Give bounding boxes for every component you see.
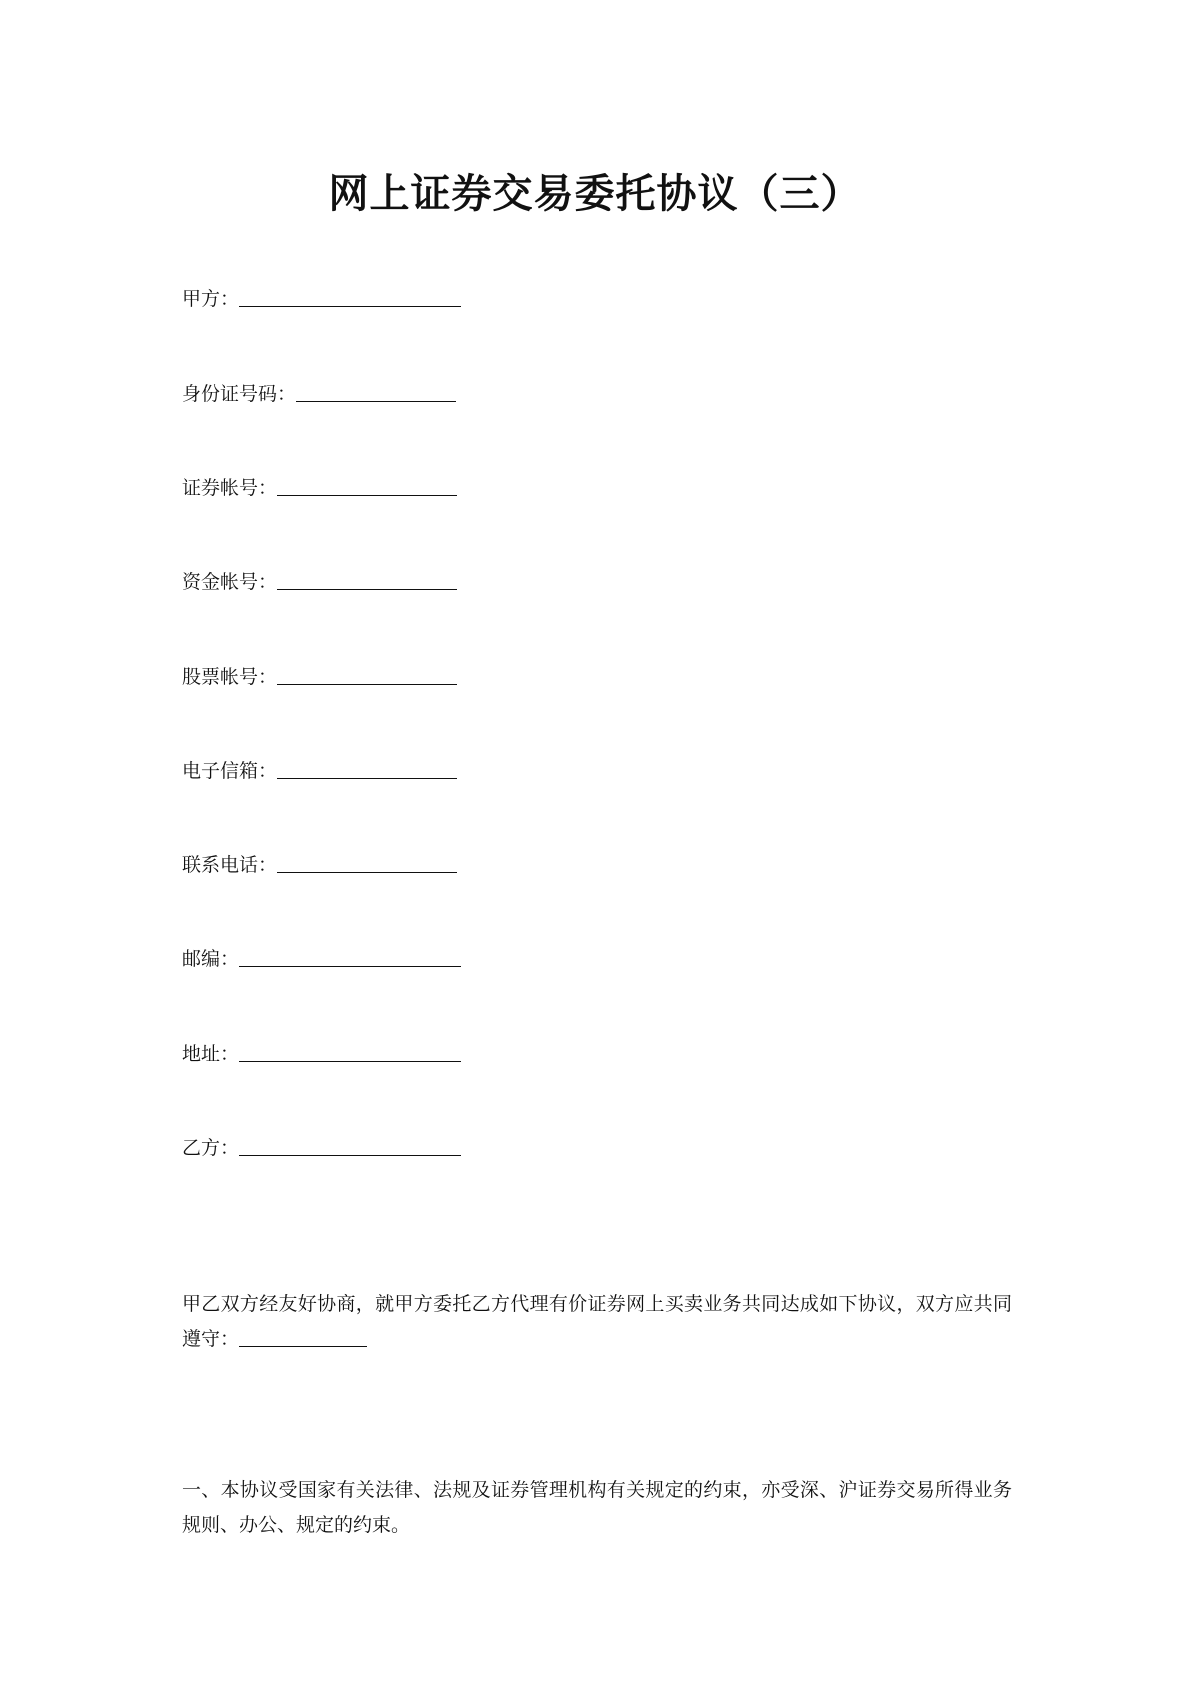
document-title: 网上证券交易委托协议（三）: [328, 170, 862, 217]
field-phone: [182, 852, 457, 878]
field-label: 证券帐号：: [182, 477, 278, 499]
field-securities-account: [182, 475, 457, 501]
field-stock-account: [182, 664, 457, 690]
intro-text: 甲乙双方经友好协商，就甲方委托乙方代理有价证券网上买卖业务共同达成如下协议，双方应共同遵守：: [182, 1293, 1012, 1350]
fill-in-line: [239, 305, 461, 307]
fill-in-line: [239, 1060, 461, 1062]
fill-in-line: [239, 1345, 367, 1347]
field-email: [182, 758, 457, 784]
field-postcode: [182, 946, 461, 972]
field-label: 电子信箱：: [182, 760, 278, 782]
field-label: 地址：: [182, 1043, 240, 1065]
fill-in-line: [277, 871, 457, 873]
field-label: 资金帐号：: [182, 571, 278, 593]
fill-in-line: [277, 494, 457, 496]
fill-in-line: [277, 683, 457, 685]
fill-in-line: [296, 400, 456, 402]
field-id-number: [182, 381, 456, 407]
field-label: 乙方：: [182, 1137, 240, 1159]
fill-in-line: [239, 1154, 461, 1156]
field-label: 身份证号码：: [182, 383, 297, 405]
field-label: 邮编：: [182, 948, 240, 970]
fill-in-line: [277, 588, 457, 590]
field-party-a: [182, 286, 461, 312]
fill-in-line: [239, 965, 461, 967]
field-address: [182, 1041, 461, 1067]
fill-in-line: [277, 777, 457, 779]
field-label: 股票帐号：: [182, 666, 278, 688]
field-label: 甲方：: [182, 288, 240, 310]
field-party-b: [182, 1135, 461, 1161]
field-fund-account: [182, 569, 457, 595]
intro-paragraph: [182, 1287, 1012, 1357]
field-label: 联系电话：: [182, 854, 278, 876]
clause-1-paragraph: 一、本协议受国家有关法律、法规及证券管理机构有关规定的约束，亦受深、沪证券交易所得业务规则、办公、规定的约束。: [182, 1479, 1012, 1536]
